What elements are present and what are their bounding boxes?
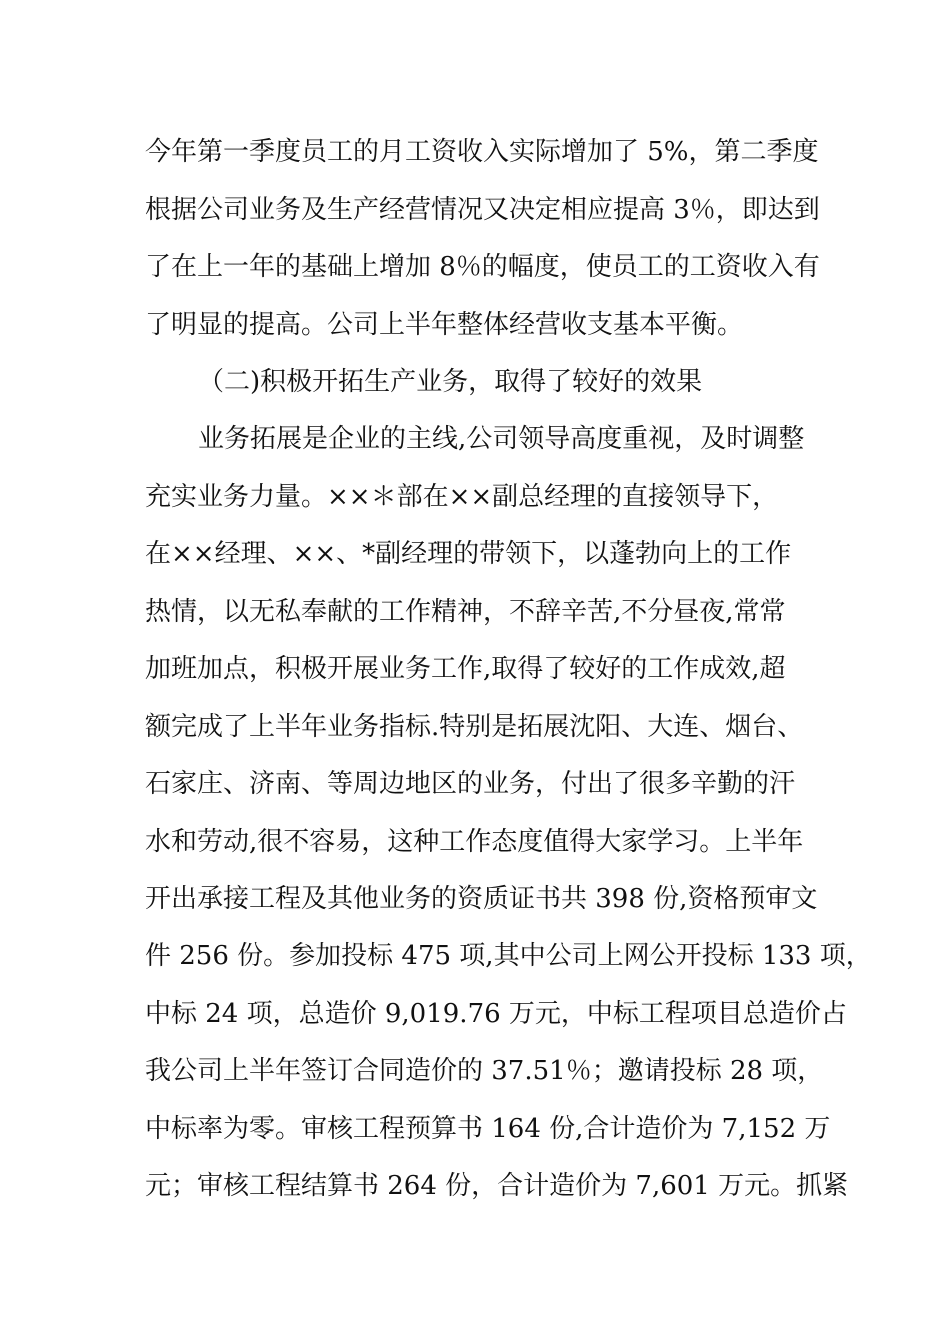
section-heading: （二)积极开拓生产业务，取得了较好的效果 (198, 367, 703, 397)
paragraph-line: 了在上一年的基础上增加 8％的幅度，使员工的工资收入有 (145, 252, 820, 282)
paragraph-line: 石家庄、济南、等周边地区的业务，付出了很多辛勤的汗 (145, 769, 796, 799)
paragraph-line: 加班加点，积极开展业务工作,取得了较好的工作成效,超 (145, 654, 786, 684)
paragraph-line: 额完成了上半年业务指标.特别是拓展沈阳、大连、烟台、 (145, 712, 804, 742)
paragraph-line: 我公司上半年签订合同造价的 37.51％；邀请投标 28 项， (145, 1056, 824, 1086)
paragraph-line: 今年第一季度员工的月工资收入实际增加了 5%，第二季度 (145, 137, 819, 167)
paragraph-line: 热情，以无私奉献的工作精神，不辞辛苦,不分昼夜,常常 (145, 597, 786, 627)
paragraph-line: 水和劳动,很不容易，这种工作态度值得大家学习。上半年 (145, 827, 804, 857)
paragraph-line: 根据公司业务及生产经营情况又决定相应提高 3％，即达到 (145, 195, 820, 225)
paragraph-line: 元；审核工程结算书 264 份，合计造价为 7,601 万元。抓紧 (145, 1171, 849, 1201)
paragraph-line: 业务拓展是企业的主线,公司领导高度重视，及时调整 (198, 424, 805, 454)
paragraph-line: 在××经理、××、*副经理的带领下，以蓬勃向上的工作 (145, 539, 792, 569)
paragraph-line: 中标 24 项，总造价 9,019.76 万元，中标工程项目总造价占 (145, 999, 847, 1029)
paragraph-line: 开出承接工程及其他业务的资质证书共 398 份,资格预审文 (145, 884, 818, 914)
paragraph-line: 充实业务力量。××＊部在××副总经理的直接领导下， (145, 482, 779, 512)
paragraph-line: 件 256 份。参加投标 475 项,其中公司上网公开投标 133 项， (145, 941, 872, 971)
paragraph-line: 中标率为零。审核工程预算书 164 份,合计造价为 7,152 万 (145, 1114, 831, 1144)
paragraph-line: 了明显的提高。公司上半年整体经营收支基本平衡。 (145, 310, 744, 340)
